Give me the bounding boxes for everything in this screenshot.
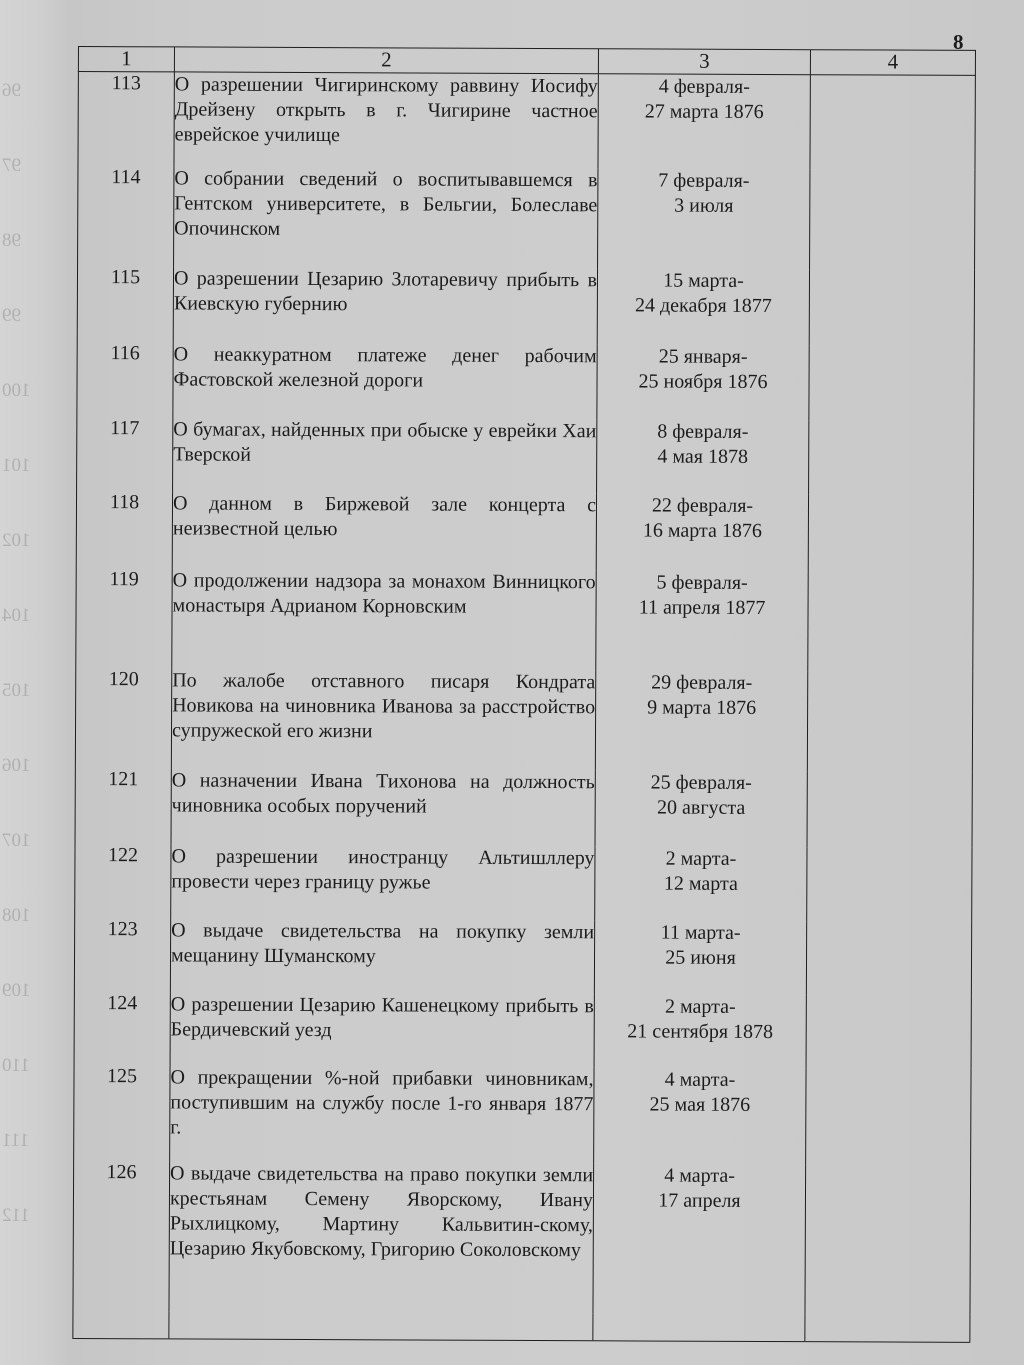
- date-from: 29 февраля-: [651, 671, 753, 694]
- case-dates: [594, 1067, 806, 1164]
- column-header-dates: 3: [598, 49, 810, 75]
- case-dates: [597, 419, 809, 494]
- table-row: [77, 416, 974, 494]
- bleed-through-number: 104: [2, 605, 31, 626]
- case-note: [807, 847, 972, 922]
- bleed-through-number: 101: [2, 455, 31, 476]
- case-dates: [594, 994, 806, 1068]
- date-from: 8 февраля-: [657, 420, 749, 443]
- case-title: О разрешении Цезарию Кашенецкому прибыть в Бердичевский уезд: [170, 992, 594, 1067]
- case-note: [809, 420, 974, 495]
- case-number: 114: [78, 166, 174, 266]
- bleed-through-number: 96: [2, 80, 21, 101]
- table-row: [75, 667, 972, 771]
- case-note: [806, 1068, 971, 1165]
- case-number: 116: [77, 341, 173, 416]
- bleed-through-number: 112: [2, 1205, 30, 1226]
- case-note: [808, 494, 973, 572]
- header-row: [78, 47, 975, 76]
- case-dates: [595, 846, 807, 921]
- date-from: 25 января-: [658, 345, 748, 368]
- date-from: 15 марта-: [663, 269, 744, 292]
- bleed-through-number: 105: [2, 680, 31, 701]
- case-note: [807, 671, 972, 772]
- case-number: 120: [75, 667, 171, 767]
- case-title: О прекращении %-ной прибавки чиновникам, поступившим на службу после 1-го января 1877 г.: [170, 1065, 594, 1163]
- date-from: 4 марта-: [664, 1068, 736, 1091]
- case-note: [809, 269, 974, 346]
- table-row: [77, 266, 974, 346]
- date-from: 25 февраля-: [650, 771, 752, 794]
- case-title: О разрешении иностранцу Альтишллеру провести через границу ружье: [171, 844, 595, 920]
- date-to: 25 ноября 1876: [638, 369, 768, 393]
- case-note: [810, 169, 975, 270]
- column-header-notes: 4: [810, 50, 975, 76]
- page-number: 8: [953, 30, 964, 54]
- case-number: 125: [74, 1064, 170, 1160]
- case-title: О собрании сведений о воспитывавшемся в Гентском университете, в Бельгии, Болеславе Опочинском: [174, 166, 598, 268]
- table-row: [77, 341, 974, 420]
- filler-row: [73, 1310, 970, 1342]
- case-title: По жалобе отставного писаря Кондрата Новикова на чиновника Иванова за расстройство супружеской его жизни: [171, 668, 595, 770]
- table-row: [74, 917, 971, 995]
- bleed-through-number: 107: [2, 830, 31, 851]
- case-number: 118: [76, 490, 172, 567]
- case-note: [806, 921, 971, 996]
- case-dates: [595, 770, 807, 847]
- bleed-through-number: 97: [2, 155, 21, 176]
- case-title: О разрешении Цезарию Злотаревичу прибыть в Киевскую губернию: [173, 266, 597, 344]
- bleed-through-number: 100: [2, 380, 31, 401]
- table-row: [74, 1064, 971, 1164]
- table-row: [76, 490, 973, 571]
- date-to: 9 марта 1876: [647, 695, 757, 719]
- column-header-title: 2: [174, 47, 598, 74]
- case-number: 115: [77, 266, 173, 342]
- case-number: 122: [75, 843, 171, 917]
- case-number: 121: [75, 767, 171, 843]
- case-title: О назначении Ивана Тихонова на должность чиновника особых поручений: [171, 768, 595, 846]
- date-to: 16 марта 1876: [642, 518, 762, 542]
- case-note: [810, 75, 975, 170]
- date-to: 12 марта: [663, 872, 738, 895]
- case-dates: [597, 268, 809, 345]
- case-dates: [596, 570, 808, 671]
- bleed-through-number: 111: [2, 1130, 30, 1151]
- archive-register-table: [72, 46, 976, 1343]
- case-title: О разрешении Чигиринскому раввину Иосифу Дрейзену открыть в г. Чигирине частное еврейское училище: [174, 72, 598, 168]
- bleed-through-number: 110: [2, 1055, 30, 1076]
- date-from: 4 февраля-: [658, 75, 750, 98]
- bleed-through-number: 109: [2, 980, 31, 1001]
- case-note: [805, 1164, 971, 1315]
- date-to: 11 апреля 1877: [638, 595, 766, 619]
- date-to: 25 мая 1876: [649, 1093, 751, 1116]
- case-note: [809, 345, 974, 421]
- date-to: 20 августа: [656, 796, 746, 819]
- case-note: [808, 571, 973, 672]
- date-to: 17 апреля: [658, 1189, 741, 1212]
- case-dates: [596, 493, 808, 571]
- case-title: О бумагах, найденных при обыске у еврейки Хаи Тверской: [173, 417, 597, 493]
- date-to: 3 июля: [674, 194, 734, 217]
- bleed-through-number: 106: [2, 755, 31, 776]
- table-row: [75, 767, 972, 847]
- case-title: О выдаче свидетельства на покупку земли мещанину Шуманскому: [170, 918, 594, 994]
- date-to: 24 декабря 1877: [634, 293, 772, 317]
- case-title: О данном в Биржевой зале концерта с неизвестной целью: [172, 491, 596, 570]
- table-row: [75, 843, 972, 921]
- date-to: 25 июня: [665, 946, 736, 969]
- table-row: [74, 991, 971, 1068]
- table-row: [78, 166, 975, 270]
- case-dates: [598, 168, 810, 269]
- date-to: 4 мая 1878: [657, 445, 749, 468]
- case-note: [807, 771, 972, 848]
- date-to: 21 сентября 1878: [627, 1019, 774, 1043]
- case-title: О неаккуратном платеже денег рабочим Фастовской железной дороги: [173, 342, 597, 419]
- case-number: 123: [74, 917, 170, 991]
- case-dates: [594, 920, 806, 995]
- case-number: 117: [77, 416, 173, 490]
- case-note: [806, 995, 971, 1069]
- date-from: 7 февраля-: [658, 169, 750, 192]
- case-dates: [597, 344, 809, 420]
- case-title: О выдаче свидетельства на право покупки земли крестьянам Семену Яворскому, Ивану Рыхлицкому, Мартину Кальвитин-скому, Цезарию Якубовскому, Григорию Соколовскому: [169, 1161, 594, 1313]
- table-row: [73, 1160, 971, 1314]
- date-from: 22 февраля-: [651, 494, 754, 517]
- bleed-through-margin: [0, 0, 60, 1365]
- case-number: 124: [74, 991, 170, 1064]
- case-dates: [598, 74, 810, 169]
- date-to: 27 марта 1876: [644, 100, 764, 123]
- case-dates: [595, 670, 807, 771]
- date-from: 2 марта-: [665, 847, 737, 870]
- bleed-through-number: 102: [2, 530, 31, 551]
- case-title: О продолжении надзора за монахом Винницкого монастыря Адрианом Корновским: [172, 568, 596, 670]
- date-from: 4 марта-: [664, 1164, 735, 1187]
- case-dates: [593, 1163, 806, 1314]
- table-row: [76, 567, 973, 671]
- bleed-through-number: 108: [2, 905, 31, 926]
- table-row: [78, 72, 975, 170]
- case-number: 119: [76, 567, 172, 667]
- case-number: 113: [78, 72, 174, 166]
- bleed-through-number: 98: [2, 230, 21, 251]
- case-number: 126: [73, 1160, 170, 1310]
- date-from: 11 марта-: [660, 921, 741, 944]
- date-from: 2 марта-: [664, 995, 736, 1018]
- date-from: 5 февраля-: [656, 571, 748, 594]
- column-header-number: 1: [78, 47, 174, 72]
- bleed-through-number: 99: [2, 305, 21, 326]
